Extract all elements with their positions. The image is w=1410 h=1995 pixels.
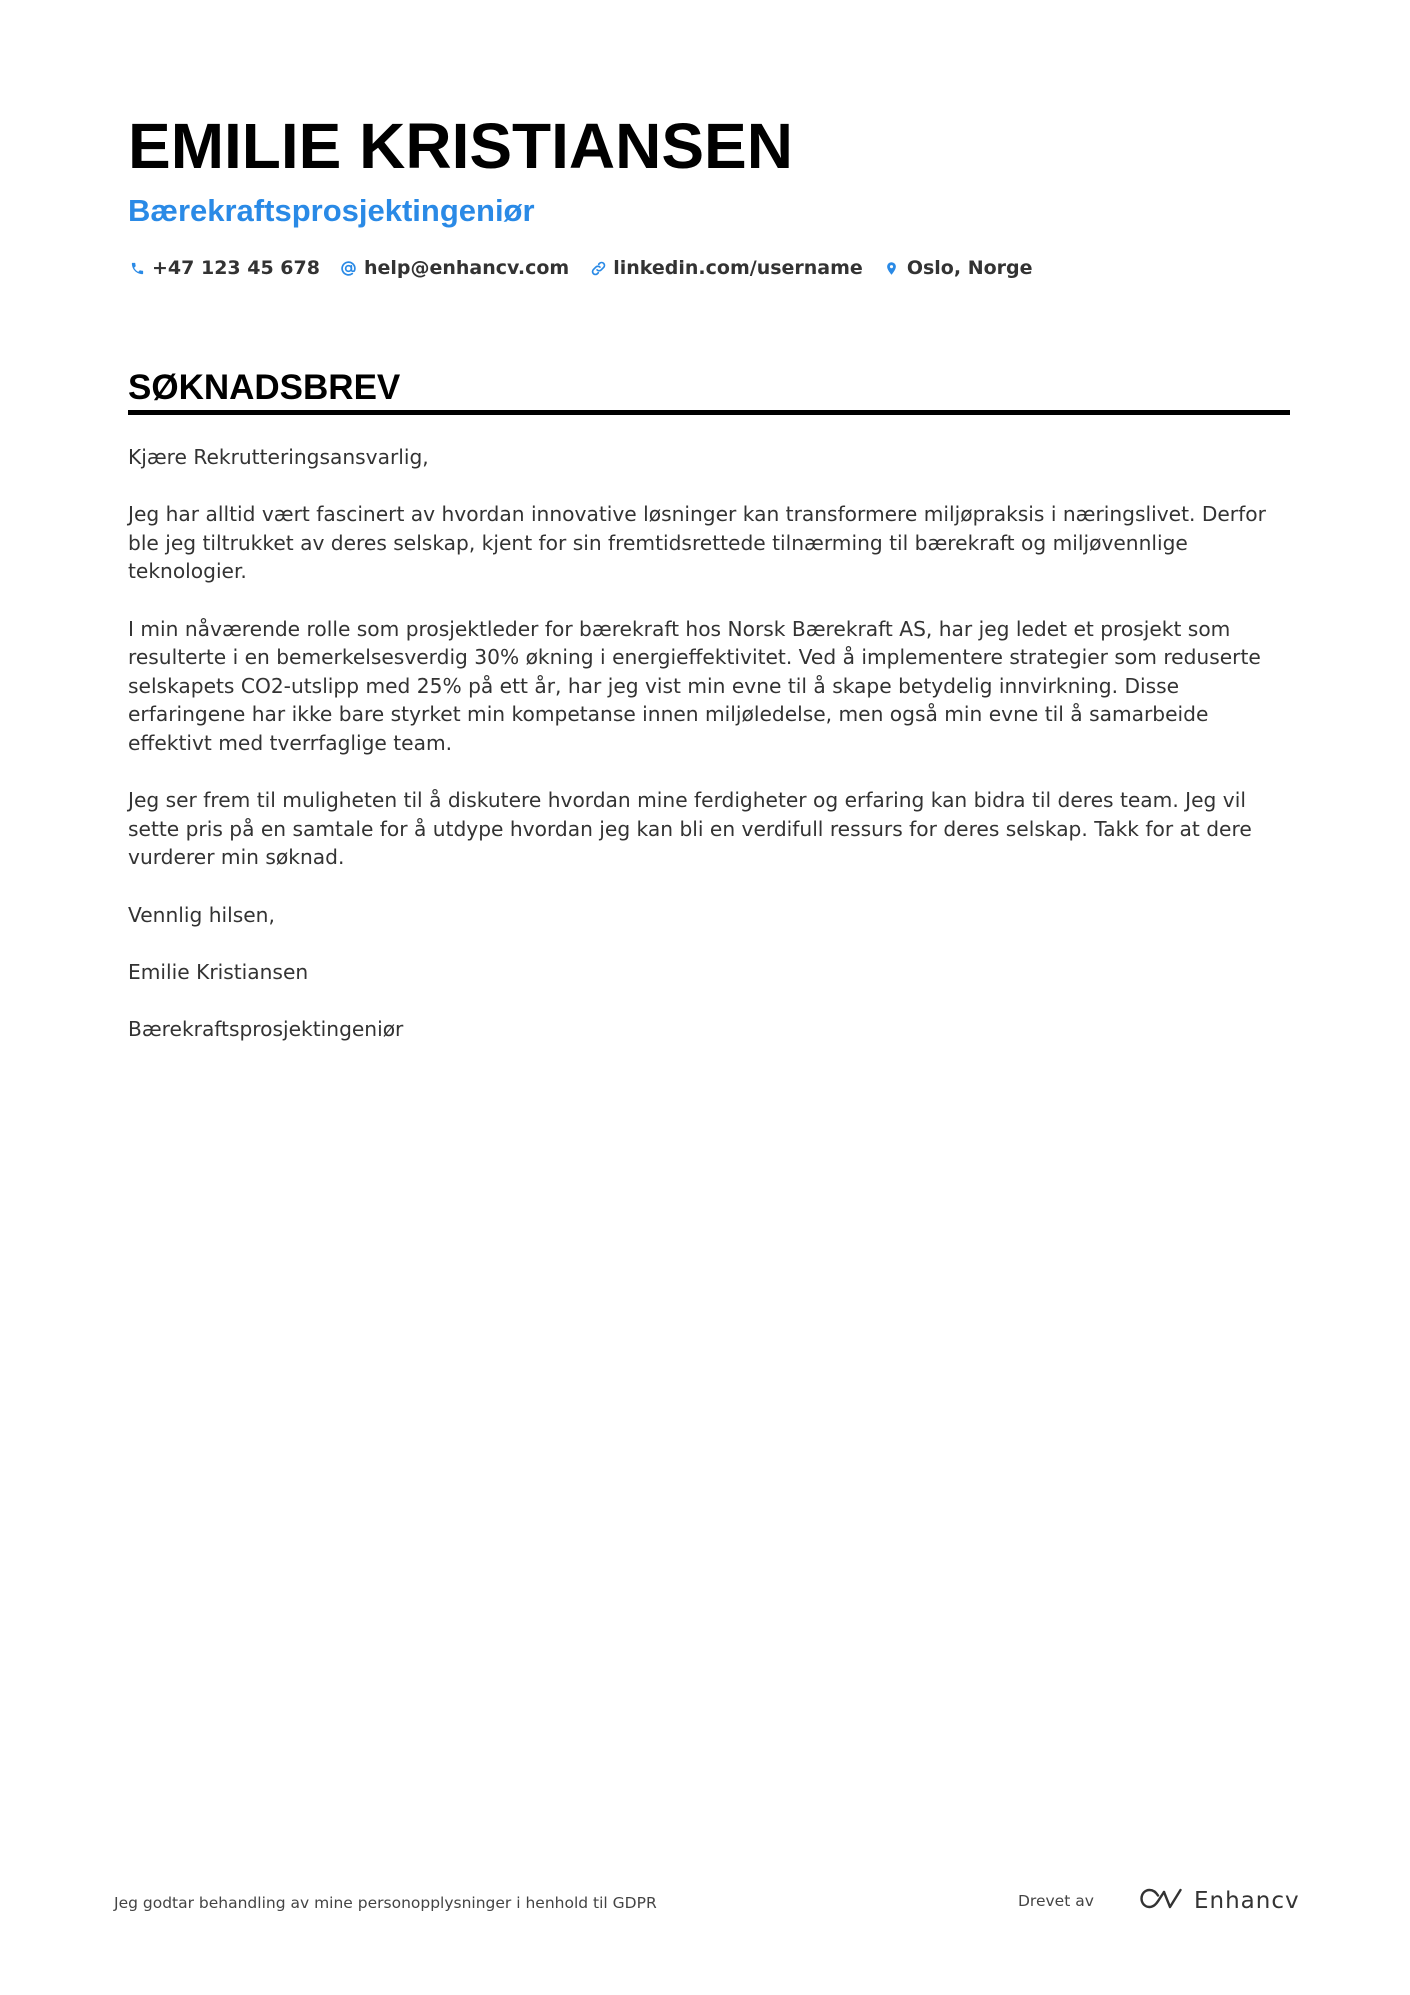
contact-email-text: help@enhancv.com xyxy=(363,257,570,279)
enhancv-logo-icon xyxy=(1138,1886,1184,1916)
candidate-title: Bærekraftsprosjektingeniør xyxy=(128,193,535,228)
section-title: SØKNADSBREV xyxy=(128,368,401,407)
contact-location-text: Oslo, Norge xyxy=(906,257,1033,279)
at-icon xyxy=(340,258,358,278)
letter-paragraph: Jeg har alltid vært fascinert av hvordan innovative løsninger kan transformere miljøpraksis i næringslivet. Derfor ble jeg tiltrukket av deres selskap, kjent for sin fremtidsrettede tilnærming til bærekraft og miljøvennlige teknologier. xyxy=(128,502,1266,584)
letter-body xyxy=(128,443,1290,1072)
enhancv-brand[interactable] xyxy=(1138,1884,1300,1918)
powered-by-label: Drevet av xyxy=(1018,1892,1094,1910)
enhancv-brand-name: Enhancv xyxy=(1194,1888,1300,1914)
contact-email[interactable] xyxy=(340,257,569,279)
contact-bar xyxy=(128,253,1033,283)
contact-linkedin-text: linkedin.com/username xyxy=(613,257,863,279)
contact-phone-text: +47 123 45 678 xyxy=(152,257,320,279)
signature-name: Emilie Kristiansen xyxy=(128,959,309,984)
contact-linkedin[interactable] xyxy=(589,257,863,279)
letter-closing: Vennlig hilsen, xyxy=(128,902,275,927)
gdpr-consent: Jeg godtar behandling av mine personopplysninger i henhold til GDPR xyxy=(114,1894,657,1912)
letter-greeting: Kjære Rekrutteringsansvarlig, xyxy=(128,445,429,469)
letter-paragraph: Jeg ser frem til muligheten til å diskutere hvordan mine ferdigheter og erfaring kan bidra til deres team. Jeg vil sette pris på en samtale for å utdype hvordan jeg kan bli en verdifull ressurs for deres selskap. Takk for at dere vurderer min søknad. xyxy=(128,788,1252,870)
contact-location xyxy=(883,257,1033,279)
link-icon xyxy=(589,258,607,278)
letter-paragraph: I min nåværende rolle som prosjektleder for bærekraft hos Norsk Bærekraft AS, har jeg ledet et prosjekt som resulterte i en bemerkelsesverdig 30% økning i energieffektivitet. Ved å implementere strategier som reduserte selskapets CO2-utslipp med 25% på ett år, har jeg vist min evne til å skape betydelig innvirkning. Disse erfaringene har ikke bare styrket min kompetanse innen miljøledelse, men også min evne til å samarbeide effektivt med tverrfaglige team. xyxy=(128,616,1261,755)
section-divider xyxy=(128,410,1290,415)
signature-title: Bærekraftsprosjektingeniør xyxy=(128,1016,404,1041)
location-pin-icon xyxy=(883,258,901,278)
candidate-name: EMILIE KRISTIANSEN xyxy=(128,110,793,182)
phone-icon xyxy=(128,258,146,278)
contact-phone xyxy=(128,257,320,279)
